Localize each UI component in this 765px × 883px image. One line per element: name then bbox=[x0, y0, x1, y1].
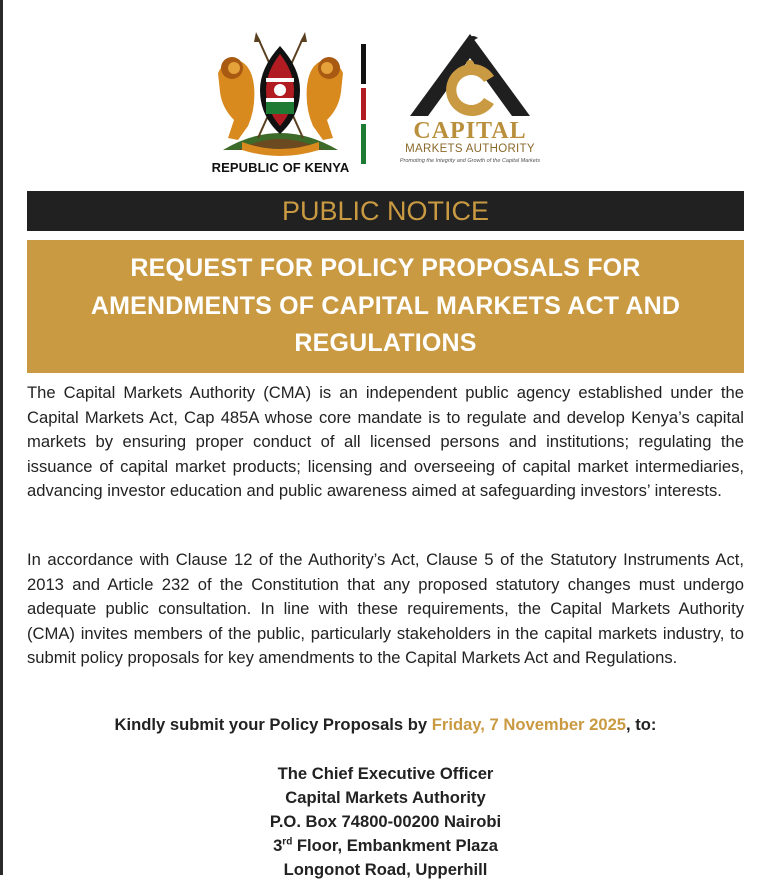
cma-subtitle-text: MARKETS AUTHORITY bbox=[405, 143, 535, 155]
cma-logo bbox=[380, 30, 560, 180]
address-po-box: P.O. Box 74800-00200 Nairobi bbox=[269, 812, 502, 831]
notice-title-box bbox=[27, 240, 744, 373]
submission-prefix: Kindly submit your Policy Proposals by bbox=[114, 715, 432, 734]
coat-of-arms-icon bbox=[208, 28, 353, 158]
kenya-coat-of-arms bbox=[208, 28, 353, 178]
republic-of-kenya-caption: REPUBLIC OF KENYA bbox=[211, 160, 350, 175]
title-line: REQUEST FOR POLICY PROPOSALS FOR bbox=[130, 254, 641, 282]
public-notice-banner: PUBLIC NOTICE bbox=[27, 191, 744, 231]
submission-instruction bbox=[27, 715, 744, 735]
floor-ordinal: rd bbox=[282, 836, 293, 848]
logo-header bbox=[0, 0, 765, 185]
submission-deadline: Friday, 7 November 2025 bbox=[431, 715, 627, 734]
title-line: AMENDMENTS OF CAPITAL MARKETS ACT AND bbox=[90, 291, 681, 320]
address-road: Longonot Road, Upperhill bbox=[283, 860, 488, 879]
cma-emblem-icon bbox=[380, 30, 560, 122]
submission-suffix: , to: bbox=[626, 715, 657, 734]
title-line: REGULATIONS bbox=[294, 329, 477, 357]
address-recipient: The Chief Executive Officer bbox=[277, 764, 494, 783]
consultation-paragraph: In accordance with Clause 12 of the Authority’s Act, Clause 5 of the Statutory Instruments Act, 2013 and Article 232 of the Constitution that any proposed statutory changes must undergo adequate public consultation. In line with these requirements, the Capital Markets Authority (CMA) invites members of the public, particularly stakeholders in the capital markets industry, to submit policy proposals for key amendments to the Capital Markets Act and Regulations. bbox=[27, 550, 744, 667]
intro-paragraph: The Capital Markets Authority (CMA) is an independent public agency established under the Capital Markets Act, Cap 485A whose core mandate is to regulate and develop Kenya’s capital markets by ensuring proper conduct of all licensed persons and institutions; regulating the issuance of capital market products; licensing and overseeing of capital market intermediaries, advancing investor education and public awareness aimed at safeguarding investors’ interests. bbox=[27, 383, 744, 500]
flag-divider bbox=[361, 44, 366, 164]
address-organization: Capital Markets Authority bbox=[285, 788, 486, 807]
cma-tagline-text: Promoting the Integrity and Growth of the Capital Markets bbox=[399, 158, 541, 164]
address-floor bbox=[27, 834, 744, 859]
cma-name-text: CAPITAL bbox=[413, 118, 527, 144]
floor-building: Floor, Embankment Plaza bbox=[292, 836, 498, 855]
floor-number: 3 bbox=[273, 836, 283, 855]
